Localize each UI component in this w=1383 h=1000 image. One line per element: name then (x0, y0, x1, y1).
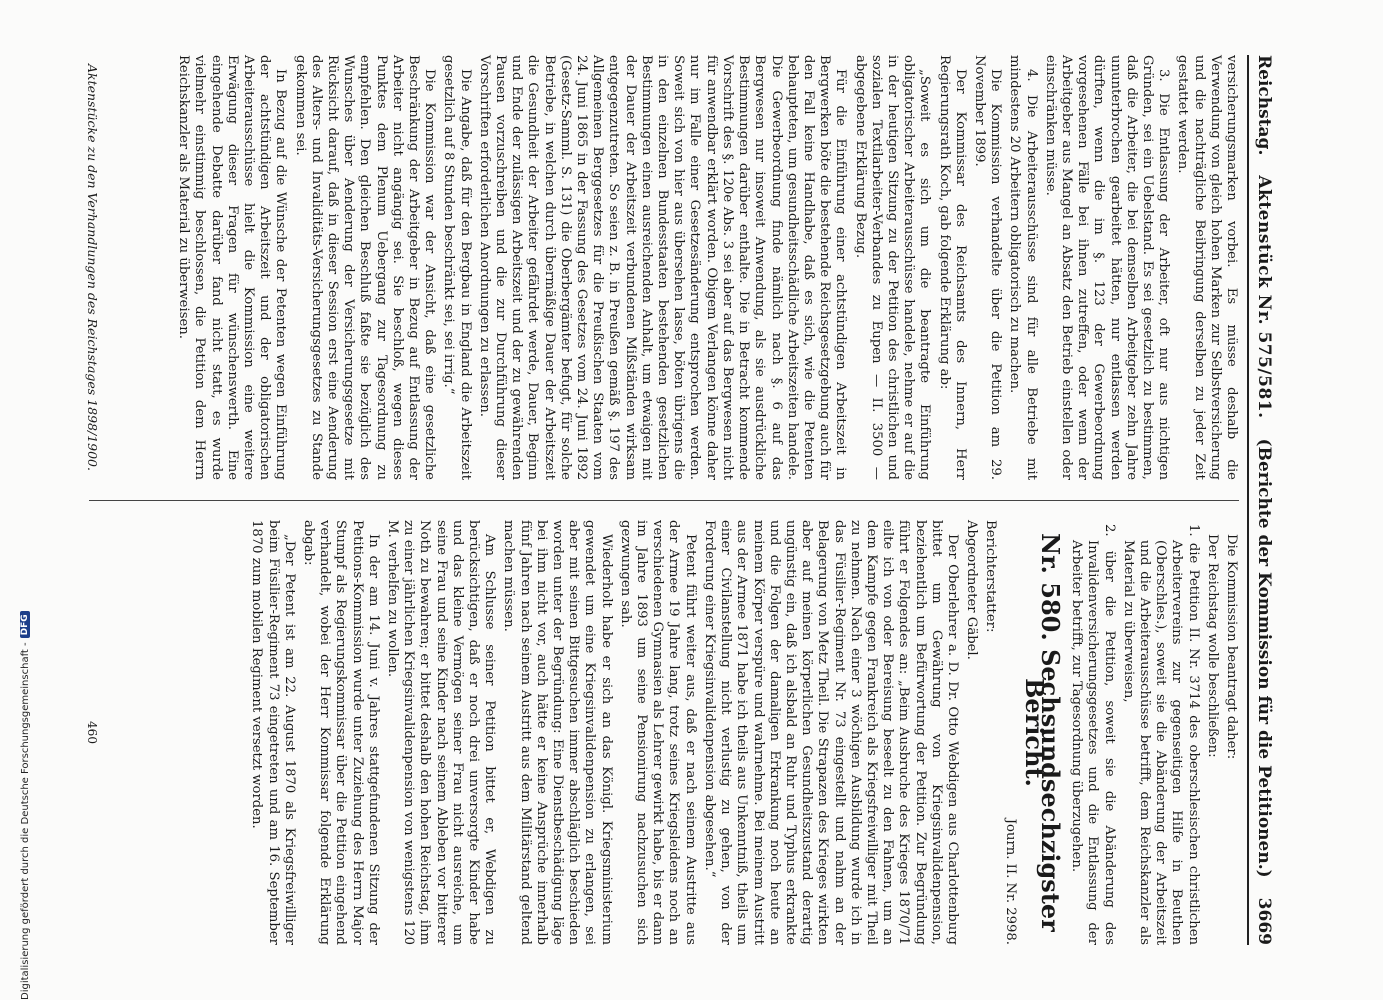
paragraph: versicherungsmarken vorbei. Es müsse deshalb die Verwendung von gleich hohen Marken zur Selbstversicherung und die nachträgliche Beibringung derselben zu jeder Zeit gestattet werden. (1175, 55, 1239, 480)
header-subtitle: (Berichte der Kommission für die Petitionen.) (1254, 438, 1274, 878)
report-heading (1019, 520, 1065, 945)
running-header (1253, 55, 1275, 945)
header-left: Reichstag. (1254, 55, 1274, 156)
digitization-credit (18, 580, 32, 1000)
paragraph: Wiederholt habe er sich an das Königl. Kriegsministerium gewendet um eine Kriegsinvalidenpension zu erlangen, sei aber mit seinen Bittgesuchen immer abschläglich beschieden worden unter der Begründung: Eine Dienstbeschädigung läge bei ihm nicht vor, auch hätte er keine Ansprüche innerhalb fünf Jahren nach seinem Austritt aus dem Militärstand geltend machen müssen. (501, 520, 614, 945)
reporter-name: Abgeordneter Gäbel. (964, 520, 980, 660)
paragraph: In Bezug auf die Wünsche der Petenten wegen Einführung der achtstündigen Arbeitszeit und der obligatorischen Arbeiterausschüsse hielt die Kommission eine weitere Erwägung dieser Fragen für wünschenswerth. Eine eingehende Debatte darüber fand nicht statt, es wurde vielmehr einstimmig beschlossen, die Petition dem Herrn Reichskanzler als Material zu überweisen. (176, 55, 289, 480)
paragraph: Die Kommission war der Ansicht, daß eine gesetzliche Beschränkung der Arbeitgeber in Bezug auf Entlassung der Arbeiter nicht angängig sei. Sie beschloß, wegen dieses Punktes dem Plenum Uebergang zur Tagesordnung zu empfehlen. Den gleichen Beschluß faßte sie bezüglich des Wunsches über Aenderung der Versicherungsgesetze mit Rücksicht darauf, daß in dieser Session erst eine Aenderung des Alters- und Invaliditäts-Versicherungsgesetzes zu Stande gekommen sei. (292, 55, 438, 480)
paragraph: „Der Petent ist am 22. August 1870 als Kriegsfreiwilliger beim Füsilier-Regiment 73 eingetreten und am 16. September 1870 zum mobilen Regiment versetzt worden. (249, 520, 297, 945)
paragraph: Die Angabe, daß für den Bergbau in England die Arbeitszeit gesetzlich auf 8 Stunden beschränkt sei, sei irrig.“ (441, 55, 473, 480)
paragraph: In der am 14. Juni v. Jahres stattgefundenen Sitzung der Petitions-Kommission wurde unter Zuziehung des Herrn Major Stumpf als Regierungskommissar über die Petition eingehend verhandelt, wobei der Herr Kommissar folgende Erklärung abgab: (301, 520, 381, 945)
paragraph: Am Schlusse seiner Petition bittet er, Webdigen zu berücksichtigen, daß er noch drei unversorgte Kinder habe und das kleine Vermögen seiner Frau nicht ausreiche, um seine Frau und seine Kinder nach seinem Ableben vor bitterer Noth zu bewahren; er bittet deshalb den hohen Reichstag, ihm zu einer jährlichen Kriegsinvalidenpension von wenigstens 120 M. verhelfen zu wollen. (385, 520, 498, 945)
paragraph: „Soweit es sich um die beantragte Einführung obligatorischer Arbeiterausschüsse handele, nehme er auf die in der heutigen Sitzung zu der Petition des christlichen und sozialen Textilarbeiter-Verbandes zu Eupen — II. 3500 — abgegebene Erklärung Bezug. (852, 55, 933, 480)
journal-number: Journ. II. Nr. 2998. (1002, 818, 1018, 945)
right-column (245, 520, 1239, 945)
footer-source: Aktenstücke zu den Verhandlungen des Reichstages 1898/1900. (85, 63, 100, 471)
header-page-number: 3669 (1254, 897, 1274, 945)
credit-text: Digitalisierung gefördert durch die Deutsche Forschungsgemeinschaft - (19, 642, 31, 1000)
paragraph: Der Reichstag wolle beschließen: (1204, 534, 1220, 758)
paragraph: Die Kommission beantragt daher: (1224, 534, 1239, 760)
paragraph: 3. Die Entlassung der Arbeiter, oft nur aus nichtigen Gründen, sei ein Uebelstand. Es sei gesetzlich zu bestimmen, daß die Arbeiter, die bei demselben Arbeitgeber zehn Jahre ununterbrochen gearbeitet hätten, nur entlassen werden dürften, wenn die im §. 123 der Gewerbeordnung vorgesehenen Fälle bei ihnen zutreffen, oder wenn der Arbeitgeber aus Mangel an Absatz den Betrieb einstellen oder einschränken müsse. (1042, 55, 1172, 480)
header-rule (1247, 55, 1249, 945)
list-item: 2. über die Petition, soweit sie die Abänderung des Invalidenversicherungsgesetzes und die Entlassung der Arbeiter betrifft, zur Tagesordnung überzugehen. (1069, 524, 1117, 945)
reporter-label: Berichterstatter: (983, 520, 999, 633)
paragraph: 4. Die Arbeiterausschüsse sind für alle Betriebe mit mindestens 20 Arbeitern obligatorisch zu machen. (1007, 55, 1039, 480)
paragraph: Der Oberlehrer a. D. Dr. Otto Webdigen aus Charlottenburg bittet um Gewährung von Kriegsinvalidenpension, beziehentlich um Befürwortung der Petition. Zur Begründung führt er Folgendes an: „Beim Ausbruche des Krieges 1870/71 eilte ich von oder Bereisung beseelt zu den Fahnen, um an dem Kampfe gegen Frankreich als Kriegsfreiwilliger mit Theil zu nehmen. Nach einer 3 wöchigen Ausbildung wurde ich in das Füsilier-Regiment Nr. 73 eingestellt und nahm an der Belagerung von Metz Theil. Die Strapazen des Krieges wirkten aber auf meinen körperlichen Gesundheitszustand derartig ungünstig ein, daß ich alsbald an Ruhr und Typhus erkrankte und die Folgen der damaligen Erkrankung noch heute an meinem Körper verspüre und wahrnehme. Bei meinem Austritt aus der Armee 1871 habe ich theils aus Unkenntniß, theils um einer Civilanstellung nicht verlustig zu gehen, von der Forderung einer Kriegsinvalidenpension abgesehen.“ (701, 520, 960, 945)
list-item: 1. die Petition II. Nr. 3714 des oberschlesischen christlichen Arbeitervereins zur gegenseitigen Hilfe in Beuthen (Oberschles.), soweit sie die Abänderung der Arbeitszeit und die Arbeiterausschüsse betrifft, dem Reichskanzler als Material zu überweisen, (1120, 524, 1201, 945)
paragraph: Petent führt weiter aus, daß er nach seinem Austritte aus der Armee 19 Jahre lang, trotz seines Kriegsleidens noch an verschiedenen Gymnasien als Lehrer gewirkt habe, bis er dann im Jahre 1893 um seine Pensionirung nachzusuchen sich gezwungen sah. (617, 520, 698, 945)
bottom-page-number: 460 (85, 721, 99, 744)
report-title: Sechsundsechzigster Bericht. (1019, 649, 1065, 932)
left-column (172, 55, 1239, 480)
header-title: Aktenstück Nr. 575/581. (1254, 175, 1274, 419)
paragraph: Der Kommissar des Reichsamts des Innern, Herr Regierungsrath Koch, gab folgende Erklärung ab: (936, 55, 968, 480)
rotated-sheet (85, 55, 1275, 945)
paragraph: Für die Einführung einer achtstündigen Arbeitszeit in Bergwerken böte die bestehende Reichsgesetzgebung auch für den Fall keine Handhabe, daß es sich, wie die Petenten behaupteten, um gesundheitsschädliche Arbeitszeiten handele. Die Gewerbeordnung finde nämlich nach §. 6 auf das Bergwesen nur insoweit Anwendung, als sie ausdrückliche Bestimmungen darüber enthalte. Die in Betracht kommende Vorschrift des §. 120e Abs. 3 sei aber auf das Bergwesen nicht für anwendbar erklärt worden. Obigem Verlangen könne daher nur im Falle einer Gesetzesänderung entsprochen werden. Soweit sich von hier aus übersehen lasse, böten übrigens die in den einzelnen Bundesstaaten bestehenden gesetzlichen Bestimmungen einen ausreichenden Anhalt, um etwaigen mit der Dauer der Arbeitszeit verbundenen Mißständen wirksam entgegenzutreten. So seien z. B. in Preußen gemäß §. 197 des Allgemeinen Berggesetzes für die Preußischen Staaten vom 24. Juni 1865 in der Fassung des Gesetzes vom 24. Juni 1892 (Gesetz-Samml. S. 131) die Oberbergämter befugt, für solche Betriebe, in welchen durch übermäßige Dauer der Arbeitszeit die Gesundheit der Arbeiter gefährdet werde, Dauer, Beginn und Ende der zulässigen Arbeitszeit und der zu gewährenden Pausen vorzuschreiben und die zur Durchführung dieser Vorschriften erforderlichen Anordnungen zu erlassen. (476, 55, 849, 480)
paragraph: Die Kommission verhandelte über die Petition am 29. November 1899. (971, 55, 1004, 480)
column-divider (89, 500, 1239, 501)
dfg-logo: DFG (20, 611, 30, 638)
report-number: Nr. 580. (1035, 533, 1065, 641)
